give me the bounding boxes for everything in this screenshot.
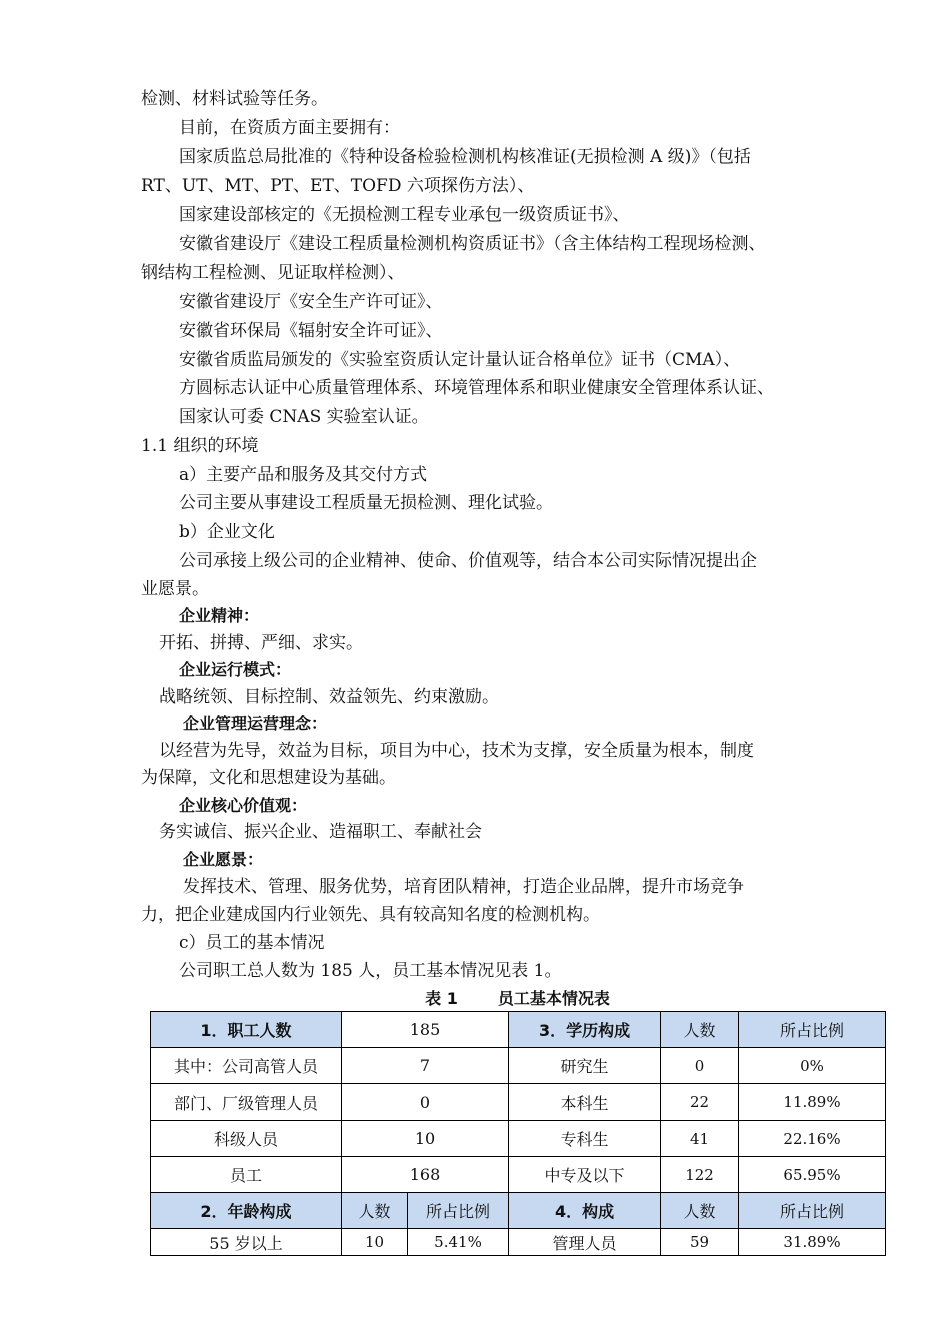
table-cell: 部门、厂级管理人员 xyxy=(151,1084,342,1121)
table-cell: 122 xyxy=(661,1157,739,1193)
table-cell: 人数 xyxy=(342,1193,408,1229)
table-cell: 人数 xyxy=(661,1012,739,1048)
table-cell: 65.95% xyxy=(739,1157,886,1193)
paragraph: 钢结构工程检测、见证取样检测）、 xyxy=(141,263,405,283)
table-cell: 科级人员 xyxy=(151,1121,342,1157)
table-cell: 所占比例 xyxy=(739,1012,886,1048)
table-cell: 人数 xyxy=(661,1193,739,1229)
paragraph: 公司承接上级公司的企业精神、使命、价值观等，结合本公司实际情况提出企 xyxy=(179,551,757,571)
paragraph: 检测、材料试验等任务。 xyxy=(141,89,328,109)
paragraph: 目前，在资质方面主要拥有： xyxy=(179,118,400,138)
table-caption-title: 员工基本情况表 xyxy=(497,989,610,1008)
table-cell: 10 xyxy=(342,1121,509,1157)
table-row xyxy=(151,1229,886,1256)
label-mode: 企业运行模式： xyxy=(179,660,292,679)
table-row xyxy=(151,1193,886,1229)
table-cell: 其中：公司高管人员 xyxy=(151,1048,342,1084)
paragraph: 公司职工总人数为 185 人，员工基本情况见表 1。 xyxy=(179,961,562,981)
paragraph: 为保障，文化和思想建设为基础。 xyxy=(141,768,396,788)
paragraph: 业愿景。 xyxy=(141,579,209,599)
label-spirit: 企业精神： xyxy=(179,606,260,625)
paragraph: 公司主要从事建设工程质量无损检测、理化试验。 xyxy=(179,493,553,513)
table-row xyxy=(151,1121,886,1157)
table-cell: 管理人员 xyxy=(509,1229,661,1256)
table-cell: 所占比例 xyxy=(408,1193,509,1229)
table-cell: 22.16% xyxy=(739,1121,886,1157)
paragraph: 安徽省环保局《辐射安全许可证》、 xyxy=(179,321,443,341)
table-cell: 31.89% xyxy=(739,1229,886,1256)
table-cell: 本科生 xyxy=(509,1084,661,1121)
paragraph: 方圆标志认证中心质量管理体系、环境管理体系和职业健康安全管理体系认证、 xyxy=(179,378,774,398)
table-cell: 研究生 xyxy=(509,1048,661,1084)
paragraph: 安徽省建设厅《安全生产许可证》、 xyxy=(179,292,443,312)
paragraph: 力，把企业建成国内行业领先、具有较高知名度的检测机构。 xyxy=(141,905,600,925)
table-caption-number: 表 1 xyxy=(425,989,458,1008)
table-cell: 1．职工人数 xyxy=(151,1012,342,1048)
paragraph: RT、UT、MT、PT、ET、TOFD 六项探伤方法）、 xyxy=(141,176,535,196)
paragraph: 战略统领、目标控制、效益领先、约束激励。 xyxy=(159,687,499,707)
table-cell: 0% xyxy=(739,1048,886,1084)
table-cell: 3．学历构成 xyxy=(509,1012,661,1048)
subsection-title: c）员工的基本情况 xyxy=(179,933,325,953)
table-cell: 员工 xyxy=(151,1157,342,1193)
label-concept: 企业管理运营理念： xyxy=(183,714,328,733)
label-values: 企业核心价值观： xyxy=(179,796,308,815)
table-row xyxy=(151,1048,886,1084)
table-cell: 0 xyxy=(342,1084,509,1121)
table-cell: 55 岁以上 xyxy=(151,1229,342,1256)
table-cell: 中专及以下 xyxy=(509,1157,661,1193)
table-cell: 22 xyxy=(661,1084,739,1121)
table-cell: 0 xyxy=(661,1048,739,1084)
paragraph: 国家认可委 CNAS 实验室认证。 xyxy=(179,407,429,427)
table-cell: 11.89% xyxy=(739,1084,886,1121)
table-cell: 10 xyxy=(342,1229,408,1256)
table-cell: 专科生 xyxy=(509,1121,661,1157)
paragraph: 国家质监总局批准的《特种设备检验检测机构核准证(无损检测 A 级)》（包括 xyxy=(179,147,751,167)
paragraph: 开拓、拼搏、严细、求实。 xyxy=(159,633,363,653)
section-heading: 1.1 组织的环境 xyxy=(141,436,259,456)
table-row xyxy=(151,1012,886,1048)
table-caption xyxy=(150,986,885,1009)
table-cell: 7 xyxy=(342,1048,509,1084)
table-row xyxy=(151,1084,886,1121)
paragraph: 发挥技术、管理、服务优势，培育团队精神，打造企业品牌，提升市场竞争 xyxy=(183,877,744,897)
table-cell: 59 xyxy=(661,1229,739,1256)
table-row xyxy=(151,1157,886,1193)
paragraph: 安徽省建设厅《建设工程质量检测机构资质证书》（含主体结构工程现场检测、 xyxy=(179,234,766,254)
table-cell: 168 xyxy=(342,1157,509,1193)
table-cell: 5.41% xyxy=(408,1229,509,1256)
paragraph: 务实诚信、振兴企业、造福职工、奉献社会 xyxy=(159,822,482,842)
table-cell: 41 xyxy=(661,1121,739,1157)
paragraph: 国家建设部核定的《无损检测工程专业承包一级资质证书》、 xyxy=(179,205,630,225)
table-cell: 2．年龄构成 xyxy=(151,1193,342,1229)
staff-table xyxy=(150,1011,886,1256)
table-cell: 4．构成 xyxy=(509,1193,661,1229)
paragraph: 安徽省质监局颁发的《实验室资质认定计量认证合格单位》证书（CMA）、 xyxy=(179,350,741,370)
table-cell: 185 xyxy=(342,1012,509,1048)
subsection-title: b）企业文化 xyxy=(179,522,275,542)
paragraph: 以经营为先导，效益为目标，项目为中心，技术为支撑，安全质量为根本，制度 xyxy=(159,741,754,761)
table-cell: 所占比例 xyxy=(739,1193,886,1229)
label-vision: 企业愿景： xyxy=(183,850,264,869)
subsection-title: a）主要产品和服务及其交付方式 xyxy=(179,465,428,485)
